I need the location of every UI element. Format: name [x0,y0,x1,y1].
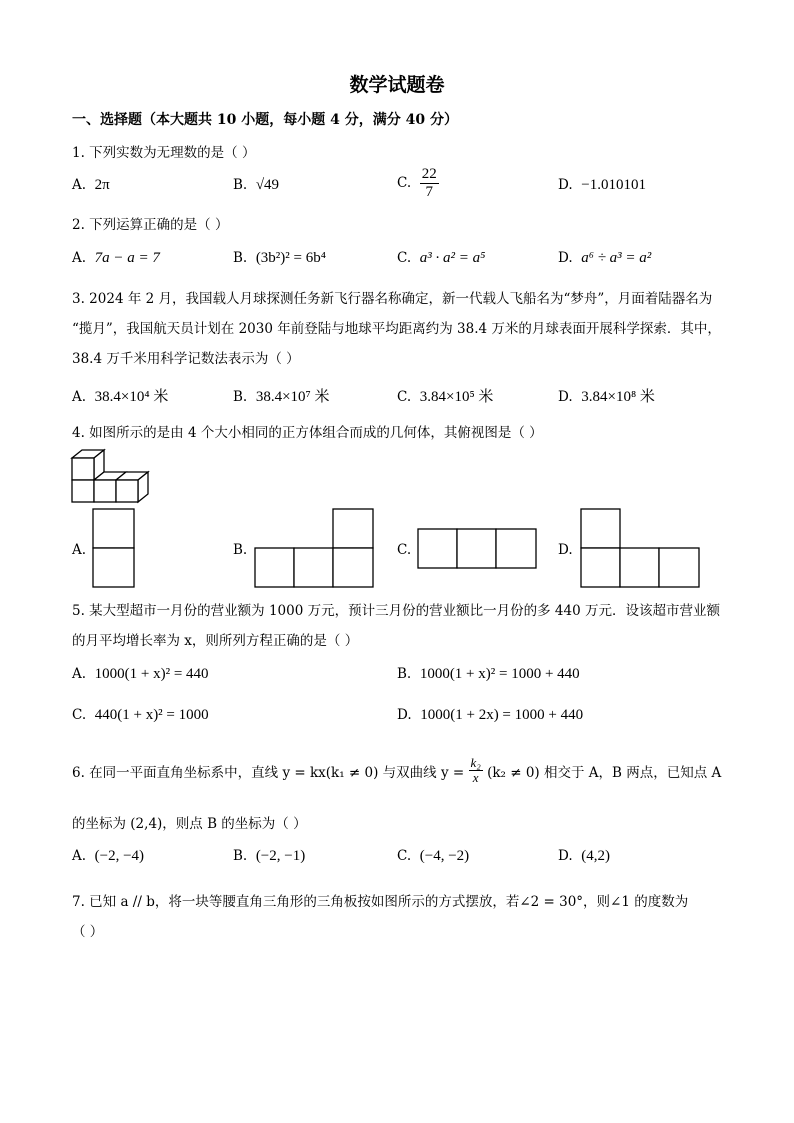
q3-option-a[interactable]: A. 38.4×10⁴ 米 [72,389,169,405]
q1-option-a[interactable]: A. 2π [72,177,110,193]
q6-option-b[interactable]: B. (−2, −1) [233,848,306,864]
question-5-stem-line-2: 的月平均增长率为 x，则所列方程正确的是（ ） [72,633,359,649]
q4-option-c-label[interactable]: C. [397,542,412,558]
q3-option-c[interactable]: C. 3.84×10⁵ 米 [397,389,494,405]
q6-option-d[interactable]: D. (4,2) [558,848,610,864]
section-heading: 一、选择题（本大题共 10 小题，每小题 4 分，满分 40 分） [72,112,458,128]
q4-option-d-label[interactable]: D. [558,542,573,558]
q5-option-b[interactable]: B. 1000(1 + x)² = 1000 + 440 [397,666,580,682]
question-6-stem-line-1: 6. 在同一平面直角坐标系中，直线 y = kx(k₁ ≠ 0) 与双曲线 y = $\frac{\text{k₂}}{x}$ (k₂ ≠ 0) 相交于 A，B 两点，已知点 A [72,755,722,786]
q6-option-c[interactable]: C. (−4, −2) [397,848,470,864]
q5-option-d[interactable]: D. 1000(1 + 2x) = 1000 + 440 [397,707,584,723]
q2-option-b[interactable]: B. (3b²)² = 6b⁴ [233,250,326,266]
q3-option-d[interactable]: D. 3.84×10⁸ 米 [558,389,655,405]
q6-option-a[interactable]: A. (−2, −4) [72,848,145,864]
q1-option-b[interactable]: B. √49 [233,177,280,193]
q2-option-a[interactable]: A. 7a − a = 7 [72,250,160,266]
q1-option-d[interactable]: D. −1.010101 [558,177,646,193]
q4-option-a-figure[interactable] [92,508,136,590]
q1-option-c[interactable]: C. $\frac{22}{7}$ [397,166,437,200]
page-title: 数学试题卷 [349,74,445,96]
q4-option-b-figure[interactable] [254,508,376,590]
question-7-stem-line-2: （ ） [72,924,104,940]
question-3-stem-line-3: 38.4 万千米用科学记数法表示为（ ） [72,351,300,367]
question-6-stem-line-2: 的坐标为 (2,4)，则点 B 的坐标为（ ） [72,816,307,832]
q4-option-d-figure[interactable] [580,508,702,590]
q5-option-a[interactable]: A. 1000(1 + x)² = 440 [72,666,209,682]
question-4-stem: 4. 如图所示的是由 4 个大小相同的正方体组合而成的几何体，其俯视图是（ ） [72,425,543,441]
q3-option-b[interactable]: B. 38.4×10⁷ 米 [233,389,330,405]
q4-option-b-label[interactable]: B. [233,542,248,558]
question-2-stem: 2. 下列运算正确的是（ ） [72,217,229,233]
question-1-stem: 1. 下列实数为无理数的是（ ） [72,145,256,161]
question-3-stem-line-1: 3. 2024 年 2 月，我国载人月球探测任务新飞行器名称确定，新一代载人飞船名为“梦舟”，月面着陆器名为 [72,291,713,307]
question-7-stem-line-1: 7. 已知 a // b，将一块等腰直角三角形的三角板按如图所示的方式摆放，若∠2 = 30°，则∠1 的度数为 [72,894,689,910]
question-5-stem-line-1: 5. 某大型超市一月份的营业额为 1000 万元，预计三月份的营业额比一月份的多 440 万元．设该超市营业额 [72,603,720,619]
q4-solid-figure [68,446,160,508]
q2-option-d[interactable]: D. a⁶ ÷ a³ = a² [558,250,652,266]
q4-option-a-label[interactable]: A. [72,542,87,558]
q5-option-c[interactable]: C. 440(1 + x)² = 1000 [72,707,209,723]
q2-option-c[interactable]: C. a³ · a² = a⁵ [397,250,486,266]
q4-option-c-figure[interactable] [417,528,539,570]
question-3-stem-line-2: “揽月”，我国航天员计划在 2030 年前登陆与地球平均距离约为 38.4 万米的月球表面开展科学探索．其中， [72,321,721,337]
